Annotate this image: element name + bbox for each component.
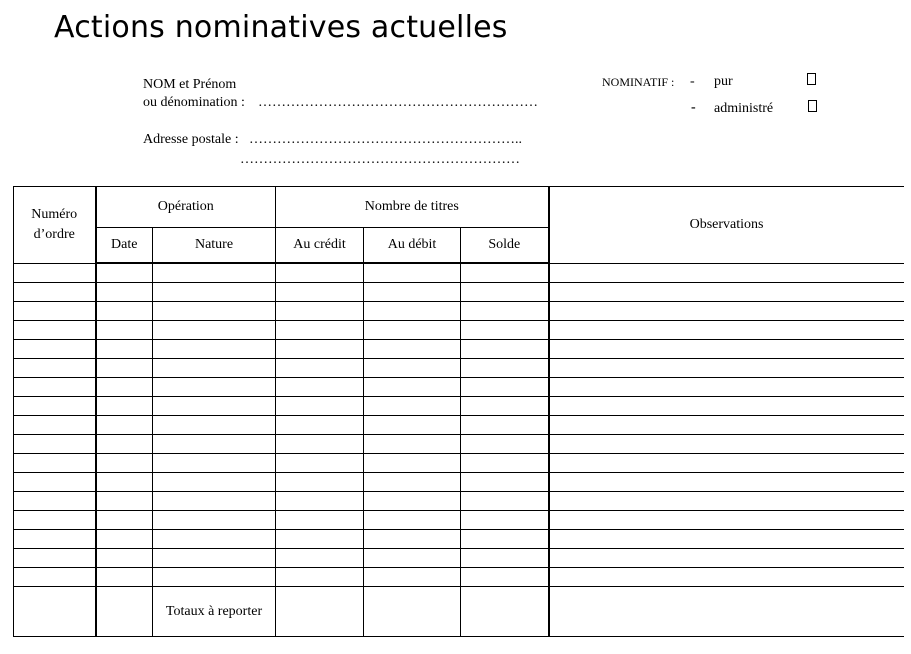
table-cell[interactable]: [276, 283, 364, 302]
table-cell[interactable]: [276, 473, 364, 492]
pur-checkbox[interactable]: [807, 73, 816, 85]
table-cell[interactable]: [461, 587, 549, 637]
header-numero-ordre: Numéro d’ordre: [14, 187, 96, 264]
table-cell[interactable]: [549, 473, 904, 492]
table-cell[interactable]: [96, 302, 153, 321]
table-cell[interactable]: [14, 321, 96, 340]
option-pur-label: pur: [714, 74, 733, 89]
table-cell[interactable]: [276, 321, 364, 340]
table-cell[interactable]: [96, 492, 153, 511]
administre-checkbox[interactable]: [808, 100, 817, 112]
table-cell[interactable]: [14, 397, 96, 416]
table-cell[interactable]: [549, 302, 904, 321]
table-cell[interactable]: [96, 587, 153, 637]
table-cell[interactable]: [364, 492, 461, 511]
table-cell[interactable]: [364, 321, 461, 340]
table-cell[interactable]: [461, 378, 549, 397]
table-row: [14, 263, 904, 283]
header-au-credit: Au crédit: [276, 228, 364, 264]
table-cell[interactable]: [14, 435, 96, 454]
table-cell[interactable]: [364, 511, 461, 530]
table-cell[interactable]: [14, 549, 96, 568]
table-cell[interactable]: [96, 511, 153, 530]
header-nature: Nature: [153, 228, 276, 264]
table-cell[interactable]: [364, 340, 461, 359]
table-cell[interactable]: [549, 511, 904, 530]
table-cell[interactable]: [153, 302, 276, 321]
table-cell[interactable]: [14, 302, 96, 321]
table-cell[interactable]: [96, 263, 153, 283]
table-cell[interactable]: [153, 378, 276, 397]
table-cell[interactable]: [96, 283, 153, 302]
table-cell[interactable]: [276, 340, 364, 359]
table-cell[interactable]: [549, 530, 904, 549]
table-cell[interactable]: [549, 340, 904, 359]
table-cell[interactable]: [549, 397, 904, 416]
table-cell[interactable]: [461, 473, 549, 492]
table-cell[interactable]: [276, 263, 364, 283]
name-label-line1: NOM et Prénom: [143, 77, 237, 92]
table-cell[interactable]: [276, 492, 364, 511]
table-row: [14, 302, 904, 321]
table-cell[interactable]: [153, 454, 276, 473]
table-cell[interactable]: [14, 530, 96, 549]
table-cell[interactable]: [14, 378, 96, 397]
table-cell[interactable]: [461, 530, 549, 549]
table-row: [14, 530, 904, 549]
table-cell[interactable]: [14, 492, 96, 511]
table-cell[interactable]: [364, 473, 461, 492]
header-au-debit: Au débit: [364, 228, 461, 264]
table-cell[interactable]: [96, 435, 153, 454]
address-field-line2[interactable]: ……………………………………………………: [240, 152, 520, 167]
table-cell[interactable]: [461, 454, 549, 473]
table-cell[interactable]: [461, 568, 549, 587]
table-cell[interactable]: [549, 321, 904, 340]
table-cell[interactable]: [153, 321, 276, 340]
table-row: [14, 340, 904, 359]
table-cell[interactable]: [96, 416, 153, 435]
table-cell[interactable]: [364, 454, 461, 473]
table-row: [14, 435, 904, 454]
table-row: [14, 568, 904, 587]
table-cell[interactable]: [461, 511, 549, 530]
table-cell[interactable]: [364, 302, 461, 321]
table-cell[interactable]: [549, 283, 904, 302]
table-cell[interactable]: [96, 530, 153, 549]
table-row: [14, 321, 904, 340]
table-cell[interactable]: [276, 568, 364, 587]
header-nombre-titres: Nombre de titres: [276, 187, 549, 228]
table-cell[interactable]: [96, 397, 153, 416]
table-row: [14, 549, 904, 568]
table-cell[interactable]: [276, 397, 364, 416]
table-cell[interactable]: [461, 359, 549, 378]
header-operation: Opération: [96, 187, 276, 228]
table-cell[interactable]: [153, 263, 276, 283]
table-cell[interactable]: [549, 359, 904, 378]
table-cell[interactable]: [14, 416, 96, 435]
table-cell[interactable]: [153, 283, 276, 302]
table-cell[interactable]: [549, 416, 904, 435]
table-cell[interactable]: [364, 397, 461, 416]
address-label: Adresse postale :: [143, 132, 239, 147]
table-cell[interactable]: [276, 454, 364, 473]
table-cell[interactable]: [96, 378, 153, 397]
table-cell[interactable]: [96, 549, 153, 568]
table-cell[interactable]: [276, 302, 364, 321]
table-cell[interactable]: [461, 283, 549, 302]
table-cell[interactable]: [364, 530, 461, 549]
table-cell[interactable]: [96, 359, 153, 378]
table-row: [14, 511, 904, 530]
table-cell[interactable]: [96, 473, 153, 492]
table-cell[interactable]: [364, 378, 461, 397]
table-cell[interactable]: [549, 263, 904, 283]
header-observations: Observations: [549, 187, 904, 264]
table-cell[interactable]: [276, 530, 364, 549]
table-cell[interactable]: [14, 473, 96, 492]
table-cell[interactable]: [153, 492, 276, 511]
table-cell[interactable]: [153, 340, 276, 359]
table-cell[interactable]: [276, 511, 364, 530]
table-cell[interactable]: [14, 340, 96, 359]
table-cell[interactable]: [153, 397, 276, 416]
table-cell[interactable]: [96, 568, 153, 587]
table-cell[interactable]: [364, 549, 461, 568]
table-cell[interactable]: [276, 359, 364, 378]
register-table: [13, 186, 904, 637]
table-cell[interactable]: [14, 587, 96, 637]
table-cell[interactable]: [461, 492, 549, 511]
table-cell[interactable]: [96, 321, 153, 340]
table-cell[interactable]: [153, 473, 276, 492]
table-cell[interactable]: [461, 340, 549, 359]
table-cell[interactable]: [153, 549, 276, 568]
table-row: [14, 283, 904, 302]
table-cell[interactable]: [276, 416, 364, 435]
table-row: [14, 397, 904, 416]
table-row: [14, 359, 904, 378]
table-row: [14, 416, 904, 435]
table-cell[interactable]: [549, 492, 904, 511]
table-cell[interactable]: [276, 587, 364, 637]
table-cell[interactable]: [549, 568, 904, 587]
table-cell[interactable]: [153, 511, 276, 530]
table-cell[interactable]: [461, 416, 549, 435]
nominatif-dash-2: -: [691, 100, 696, 115]
option-administre-label: administré: [714, 101, 774, 116]
table-cell[interactable]: [14, 263, 96, 283]
nominatif-dash-1: -: [690, 74, 695, 89]
table-cell[interactable]: [153, 568, 276, 587]
name-field[interactable]: ……………………………………………………: [258, 95, 538, 110]
nominatif-label: NOMINATIF :: [602, 75, 675, 89]
table-cell[interactable]: [549, 378, 904, 397]
table-cell[interactable]: [461, 549, 549, 568]
table-cell[interactable]: [153, 530, 276, 549]
table-cell[interactable]: [276, 435, 364, 454]
table-row: [14, 454, 904, 473]
header-date: Date: [96, 228, 153, 264]
table-cell[interactable]: [364, 416, 461, 435]
table-cell[interactable]: [153, 359, 276, 378]
table-cell[interactable]: [364, 435, 461, 454]
register-body: [14, 263, 904, 637]
header-solde: Solde: [461, 228, 549, 264]
table-row: [14, 378, 904, 397]
table-cell[interactable]: [364, 359, 461, 378]
table-cell[interactable]: [14, 568, 96, 587]
table-cell[interactable]: [153, 416, 276, 435]
table-cell[interactable]: [461, 435, 549, 454]
table-row: [14, 473, 904, 492]
page-title: Actions nominatives actuelles: [54, 10, 508, 45]
table-cell[interactable]: [461, 263, 549, 283]
table-cell[interactable]: [549, 549, 904, 568]
table-cell[interactable]: [14, 359, 96, 378]
totals-row: [14, 587, 904, 637]
table-cell[interactable]: [461, 397, 549, 416]
table-cell[interactable]: [96, 340, 153, 359]
table-cell[interactable]: [364, 283, 461, 302]
table-cell[interactable]: [461, 302, 549, 321]
table-cell[interactable]: [364, 263, 461, 283]
table-cell[interactable]: [549, 587, 904, 637]
address-field-line1[interactable]: …………………………………………………..: [249, 132, 522, 147]
table-cell[interactable]: [364, 587, 461, 637]
table-cell[interactable]: [549, 454, 904, 473]
table-cell[interactable]: [96, 454, 153, 473]
totals-label: Totaux à reporter: [153, 587, 276, 637]
table-cell[interactable]: [14, 511, 96, 530]
name-label-line2: ou dénomination :: [143, 95, 245, 110]
table-cell[interactable]: [461, 321, 549, 340]
table-cell[interactable]: [276, 378, 364, 397]
table-cell[interactable]: [549, 435, 904, 454]
table-cell[interactable]: [14, 454, 96, 473]
table-cell[interactable]: [153, 435, 276, 454]
table-cell[interactable]: [364, 568, 461, 587]
table-cell[interactable]: [14, 283, 96, 302]
table-row: [14, 492, 904, 511]
table-cell[interactable]: [276, 549, 364, 568]
